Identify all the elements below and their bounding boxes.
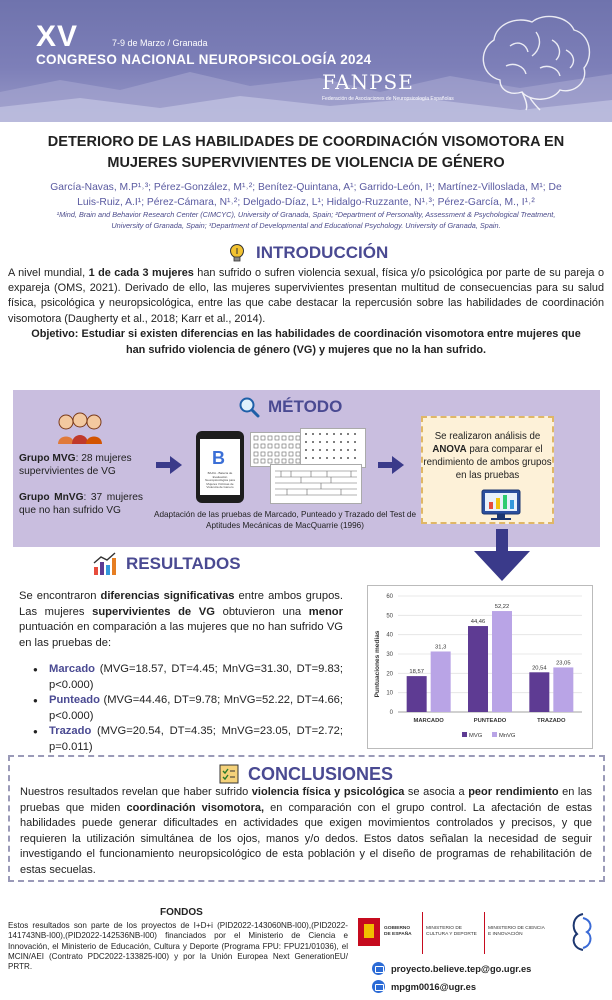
bar-mvg-punteado — [468, 626, 488, 712]
fanpse-logo: FANPSE — [322, 70, 414, 94]
arrow-right-1-line — [156, 462, 170, 468]
group-mvg-description — [19, 452, 143, 478]
government-logos — [356, 912, 552, 954]
results-text-2-bold: supervivientes de VG — [92, 605, 215, 618]
congress-name: CONGRESO NACIONAL NEUROPSICOLOGÍA 2024 — [36, 52, 372, 67]
contact-email-2[interactable] — [372, 980, 476, 993]
funding-title: FONDOS — [160, 907, 203, 918]
conclusions-text-3: en las pruebas que miden — [20, 786, 592, 814]
intro-text-b: han sufrido o sufren violencia sexual, física y/o psicológica por parte de su pareja o expareja (OMS, 2021). Derivado de ello, las mujeres supervivientes presentan multitud de consecuencias para su salud física, psicológica y neuropsicológica, entre las que cabe destacar la repercusión sobre las habilidades de coordinación visomotora (Daugherty et al., 2018; Karr et al., 2014). — [8, 267, 604, 325]
women-group-icon — [54, 410, 106, 446]
group-mnvg-text: : 37 mujeres que no han sufrido VG — [19, 492, 143, 516]
email-1-text[interactable]: proyecto.believe.tep@go.ugr.es — [391, 963, 532, 974]
affiliations-line-1: ¹Mind, Brain and Behavior Research Center (CIMCYC), University of Granada, Spain; ²Department of Personality, Assessment & Psychological Treatment, — [56, 210, 556, 219]
punteado-test-sheet — [300, 428, 366, 468]
y-tick-label: 20 — [386, 671, 393, 678]
conclusions-text-3-bold: coordinación visomotora, — [126, 801, 265, 814]
bar-mvg-marcado — [407, 676, 427, 712]
y-tick-label: 30 — [386, 652, 393, 658]
punteado-stats: (MVG=44.46, DT=9.78; MnVG=52.22, DT=4.66; p<0.000) — [49, 694, 343, 722]
intro-text-bold: 1 de cada 3 mujeres — [88, 267, 194, 279]
method-caption: Adaptación de las pruebas de Marcado, Punteado y Trazado del Test de Aptitudes Mecánicas de MacQuarrie (1996) — [153, 510, 417, 530]
trazado-pattern — [271, 465, 361, 503]
authors — [20, 180, 592, 210]
introduction-heading — [226, 242, 388, 264]
tablet-icon — [196, 431, 244, 503]
gov-divider-2 — [484, 912, 485, 954]
bar-value-label: 44,46 — [470, 619, 486, 626]
bar-mnvg-punteado — [492, 611, 512, 712]
results-text-3: obtuvieron una — [214, 605, 309, 618]
results-heading — [92, 551, 241, 577]
title-line-2: MUJERES SUPERVIVIENTES DE VIOLENCIA DE GÉNERO — [107, 155, 505, 171]
conclusions-text-2-bold: peor rendimiento — [468, 786, 559, 798]
authors-line-1: García-Navas, M.P¹˒³; Pérez-González, M¹˒²; Benítez-Quintana, A¹; Garrido-León, I¹; Martínez-Villoslada, M¹; De — [50, 182, 562, 193]
bar-value-label: 20,54 — [532, 665, 547, 672]
conclusions-text-1-bold: violencia física y psicológica — [251, 786, 405, 798]
objective-statement: Objetivo: Estudiar si existen diferencias en las habilidades de coordinación visomotora entre mujeres que han sufrido violencia de género (VG) y mujeres que no la han sufrido. — [31, 328, 581, 356]
gov-divider-1 — [422, 912, 423, 954]
bar-value-label: 31,3 — [435, 644, 447, 651]
computer-chart-icon — [478, 488, 524, 522]
congress-banner — [0, 0, 612, 122]
list-item — [33, 724, 343, 755]
punteado-pattern — [301, 429, 365, 467]
trazado-stats: (MVG=20.54, DT=4.35; MnVG=23.05, DT=2.72; p=0.011) — [49, 725, 343, 753]
brain-icon — [470, 10, 598, 112]
magnifier-icon — [238, 396, 260, 418]
bar-chart-icon — [92, 551, 118, 577]
introduction-paragraph — [8, 266, 604, 327]
legend-swatch-mvg — [462, 732, 467, 737]
contact-email-1[interactable] — [372, 962, 531, 975]
legend-label: MnVG — [499, 733, 516, 739]
results-paragraph — [19, 589, 343, 651]
tablet-caption: BAJIA - Batería de Evaluación Neuropsicológica para Mujeres Víctimas de Violencia de Género — [205, 471, 235, 490]
y-tick-label: 50 — [386, 613, 393, 620]
group-mnvg-label: Grupo MnVG — [19, 492, 84, 503]
affiliations-line-2: University of Granada, Spain; ³Department of Developmental and Educational Psychology. University of Granada, Spain. — [111, 220, 501, 230]
group-mvg-label: Grupo MVG — [19, 453, 76, 464]
bar-mvg-trazado — [529, 672, 549, 712]
y-axis-label: Puntuaciones medias — [374, 630, 381, 698]
lightbulb-icon — [226, 242, 248, 264]
y-tick-label: 40 — [386, 632, 393, 639]
mail-icon — [372, 980, 385, 993]
anova-text-bold: ANOVA — [432, 444, 467, 455]
anova-text-a: Se realizaron análisis de — [434, 431, 541, 442]
funding-text: Estos resultados son parte de los proyectos de I+D+i (PID2022-143060NB-I00),(PID2022-141743NB-I00),(PID2022-142536NB-I00) financiados por el Ministerio de Ciencia e Innovación, el Ministerio de Educación, Cultura y Deporte (Programa FPU: FPU21/01036), el MCIN/AEI (Contrato PDC2022-133825-I00) y por la Unión Europea Next GenerationEU/ PRTR. — [8, 921, 348, 972]
results-text-1: Se encontraron — [19, 590, 101, 602]
tablet-logo: B — [212, 448, 225, 468]
results-text-4: puntuación en comparación a las mujeres que no han sufrido VG en las pruebas de: — [19, 621, 343, 649]
marcado-stats: (MVG=18.57, DT=4.45; MnVG=31.30, DT=9.83; p<0.000) — [49, 663, 343, 691]
arrow-right-2-icon — [392, 456, 404, 474]
gov-spain-label: GOBIERNO DE ESPAÑA — [384, 926, 412, 937]
list-item — [33, 693, 343, 724]
email-2-text[interactable]: mpgm0016@ugr.es — [391, 981, 477, 992]
bar-value-label: 18,57 — [409, 669, 424, 676]
y-tick-label: 0 — [389, 710, 393, 716]
bar-value-label: 52,22 — [494, 604, 510, 611]
results-text-2: entre ambos grupos. Las mujeres — [19, 590, 343, 618]
marcado-label: Marcado — [49, 663, 96, 675]
mail-icon — [372, 962, 385, 975]
bar-mnvg-marcado — [431, 651, 451, 712]
bar-chart — [368, 586, 592, 748]
intro-text-a: A nivel mundial, — [8, 267, 89, 279]
list-item — [33, 662, 343, 693]
arrow-right-1-icon — [170, 456, 182, 474]
bar-mnvg-trazado — [553, 667, 573, 712]
affiliations — [20, 210, 592, 231]
legend-label: MVG — [469, 733, 483, 739]
edition-number: XV — [36, 20, 79, 53]
authors-line-2: Luis-Ruiz, A.I¹; Pérez-Cámara, N¹˒²; Delgado-Díaz, L¹; Hidalgo-Ruzzante, N¹˒³; Pérez-García, M., I¹˒² — [77, 197, 535, 208]
tablet-screen — [200, 439, 240, 495]
arrow-right-2-line — [378, 462, 392, 468]
conclusions-text-4: en comparación con el grupo control. La afectación de estas habilidades puede generar dificultades en actividades que exigen movimientos controlados y precisos, y que requieren la utilización simultánea de los ojos, manos y/o dedos. Estos datos señalan la necesidad de seguir investigando el funcionamiento neuropsicológico de esta población y el diseño de programas de rehabilitación de estas secuelas. — [20, 801, 593, 876]
group-mvg-text: : 28 mujeres supervivientes de VG — [19, 453, 132, 477]
results-text-1-bold: diferencias significativas — [100, 590, 235, 602]
introduction-title: INTRODUCCIÓN — [256, 243, 389, 262]
legend-swatch-mnvg — [492, 732, 497, 737]
conclusions-title: CONCLUSIONES — [248, 763, 394, 784]
ministry-culture-label: MINISTERIO DE CULTURA Y DEPORTE — [426, 926, 477, 937]
ministry-science-label: MINISTERIO DE CIENCIA E INNOVACIÓN — [488, 926, 545, 937]
group-mnvg-description — [19, 491, 143, 517]
title-line-1: DETERIORO DE LAS HABILIDADES DE COORDINACIÓN VISOMOTORA EN — [47, 134, 565, 150]
y-tick-label: 60 — [386, 594, 393, 600]
conclusions-paragraph — [20, 785, 592, 878]
paper-title — [20, 132, 592, 174]
fanpse-logo-subtitle: Federación de Asociaciones de Neuropsicología Españolas — [322, 96, 454, 102]
bar-value-label: 23,05 — [556, 660, 571, 667]
results-chart — [367, 585, 593, 749]
x-tick-label: PUNTEADO — [473, 718, 507, 724]
conclusions-heading — [218, 763, 393, 785]
university-logo-icon — [567, 912, 599, 954]
results-list — [33, 662, 343, 756]
y-tick-label: 10 — [386, 690, 393, 697]
x-tick-label: TRAZADO — [537, 718, 566, 724]
trazado-test-sheet — [270, 464, 362, 504]
anova-text-b: para comparar el rendimiento de ambos grupos en las pruebas — [423, 444, 552, 481]
congress-dates: 7-9 de Marzo / Granada — [112, 38, 208, 48]
results-title: RESULTADOS — [126, 554, 241, 573]
method-heading — [238, 396, 342, 418]
punteado-label: Punteado — [49, 694, 100, 707]
conclusions-text-2: se asocia a — [404, 786, 469, 798]
arrow-down-icon — [474, 529, 530, 581]
checklist-icon — [218, 763, 240, 785]
conclusions-text-1: Nuestros resultados revelan que haber sufrido — [20, 786, 252, 798]
x-tick-label: MARCADO — [413, 718, 444, 724]
method-title: MÉTODO — [268, 397, 343, 416]
trazado-label: Trazado — [49, 725, 92, 738]
results-text-3-bold: menor — [308, 605, 343, 618]
